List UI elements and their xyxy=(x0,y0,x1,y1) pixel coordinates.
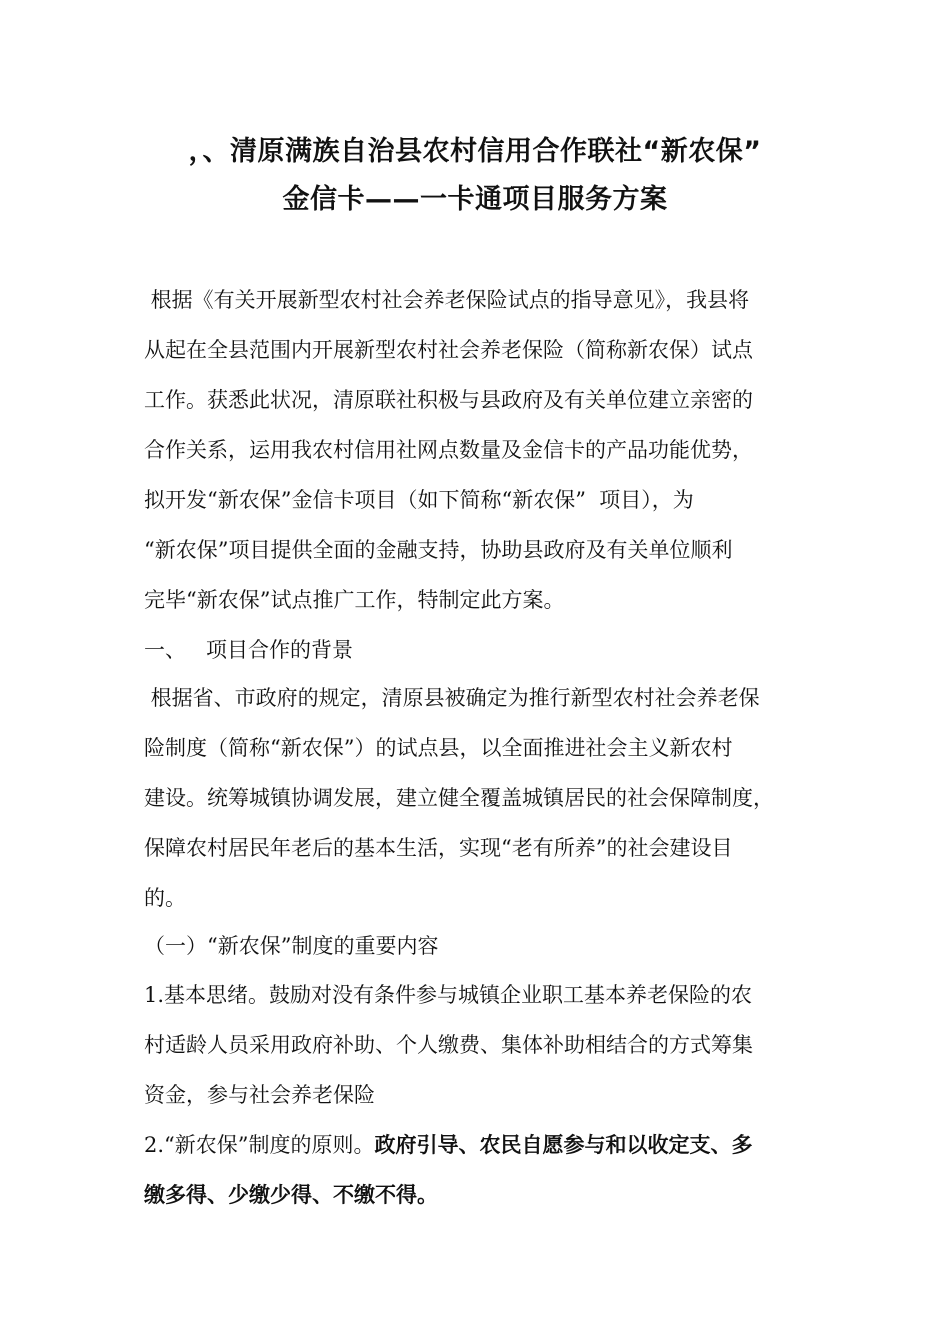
document-title-line-2: 金信卡——一卡通项目服务方案 xyxy=(282,184,668,215)
item-1-paragraph xyxy=(144,970,816,1120)
item-2-principles-continued: 缴多得、少缴少得、不缴不得。 xyxy=(144,1182,438,1207)
text-line: 完毕“新农保”试点推广工作，特制定此方案。 xyxy=(144,588,565,612)
text-line: 工作。获悉此状况，清原联社积极与县政府及有关单位建立亲密的 xyxy=(144,388,753,412)
text-line: 从起在全县范围内开展新型农村社会养老保险（简称新农保）试点 xyxy=(144,338,753,362)
text-line: 保障农村居民年老后的基本生活，实现“老有所养”的社会建设目 xyxy=(144,836,733,860)
document-title-line-1: ，、清原满族自治县农村信用合作联社“新农保” xyxy=(188,136,762,167)
text-line: 资金，参与社会养老保险 xyxy=(144,1083,375,1107)
intro-paragraph xyxy=(144,275,816,625)
subsection-1-heading: （一）“新农保”制度的重要内容 xyxy=(144,934,439,958)
section-1-paragraph xyxy=(144,673,816,923)
item-2-paragraph xyxy=(144,1120,816,1220)
text-line xyxy=(144,1120,816,1170)
text-line: 险制度（简称“新农保”）的试点县，以全面推进社会主义新农村 xyxy=(144,736,733,760)
text-line: 合作关系，运用我农村信用社网点数量及金信卡的产品功能优势， xyxy=(144,438,753,462)
text-line: 拟开发“新农保”金信卡项目（如下简称“新农保” 项目），为 xyxy=(144,488,694,512)
text-line: 根据省、市政府的规定，清原县被确定为推行新型农村社会养老保 xyxy=(144,686,760,710)
text-line: 村适龄人员采用政府补助、个人缴费、集体补助相结合的方式筹集 xyxy=(144,1033,753,1057)
text-line: “新农保”项目提供全面的金融支持，协助县政府及有关单位顺利 xyxy=(144,538,733,562)
item-2-label: 2.“新农保”制度的原则。 xyxy=(144,1133,375,1157)
text-line: 根据《有关开展新型农村社会养老保险试点的指导意见》，我县将 xyxy=(144,288,750,312)
text-line: 1.基本思绪。鼓励对没有条件参与城镇企业职工基本养老保险的农 xyxy=(144,983,753,1007)
section-1-heading: 一、 项目合作的背景 xyxy=(144,638,354,662)
text-line: 建设。统筹城镇协调发展，建立健全覆盖城镇居民的社会保障制度， xyxy=(144,786,774,810)
item-2-principles: 政府引导、农民自愿参与和以收定支、多 xyxy=(374,1132,753,1157)
text-line: 的。 xyxy=(144,886,186,910)
